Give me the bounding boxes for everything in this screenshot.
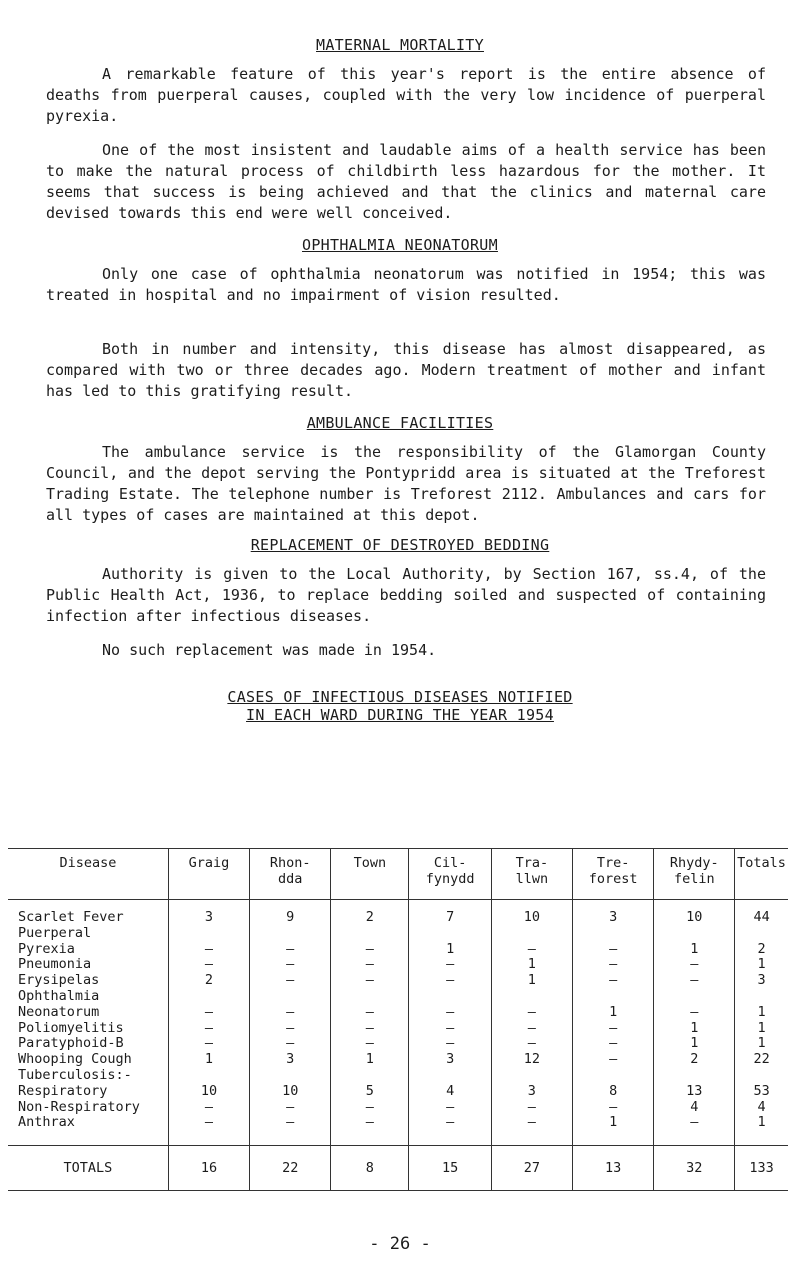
- table-cell: 8: [572, 1084, 654, 1100]
- table-cell: –: [491, 1115, 572, 1145]
- table-cell: –: [250, 1005, 331, 1021]
- column-header-graig: Graig: [168, 849, 249, 900]
- table-cell: 2: [735, 942, 788, 958]
- table-cell: –: [250, 942, 331, 958]
- table-cell: 2: [168, 973, 249, 989]
- totals-cell: 32: [654, 1146, 735, 1191]
- table-cell: 10: [654, 900, 735, 926]
- table-cell: [250, 926, 331, 942]
- table-cell: [331, 1068, 409, 1084]
- column-header-rhondda: Rhon- dda: [250, 849, 331, 900]
- table-cell: 10: [168, 1084, 249, 1100]
- totals-cell: 13: [572, 1146, 654, 1191]
- paragraph-bedding-1: Authority is given to the Local Authority, by Section 167, ss.4, of the Public Health Act, 1936, to replace bedding soiled and suspected of containing infection after infectious diseases.: [46, 565, 766, 625]
- table-cell: –: [168, 1100, 249, 1116]
- table-cell: [491, 989, 572, 1005]
- column-header-rhydyfelin: Rhydy- felin: [654, 849, 735, 900]
- table-row: [8, 989, 788, 1005]
- table-cell: [250, 1068, 331, 1084]
- table-row: [8, 1068, 788, 1084]
- table-cell: –: [331, 1036, 409, 1052]
- table-cell: [735, 1068, 788, 1084]
- table-cell: –: [168, 1036, 249, 1052]
- paragraph-ambulance-1: The ambulance service is the responsibility of the Glamorgan County Council, and the depot serving the Pontypridd area is situated at the Treforest Trading Estate. The telephone number is Treforest 2112. Ambulances and cars for all types of cases are maintained at this depot.: [46, 443, 766, 524]
- totals-cell: 22: [250, 1146, 331, 1191]
- table-cell: [654, 1068, 735, 1084]
- table-cell: –: [409, 1115, 492, 1145]
- table-cell: 1: [491, 957, 572, 973]
- table-cell: [409, 1068, 492, 1084]
- column-header-town: Town: [331, 849, 409, 900]
- table-cell: 2: [654, 1052, 735, 1068]
- table-row: [8, 973, 788, 989]
- table-cell: 1: [491, 973, 572, 989]
- totals-cell: 8: [331, 1146, 409, 1191]
- totals-cell: 27: [491, 1146, 572, 1191]
- disease-name-cell: Erysipelas: [18, 972, 100, 989]
- table-row: [8, 926, 788, 942]
- table-row: [8, 1052, 788, 1068]
- table-cell: –: [250, 1021, 331, 1037]
- disease-name-cell: Respiratory: [18, 1082, 108, 1099]
- table-cell: –: [654, 1005, 735, 1021]
- table-cell: 5: [331, 1084, 409, 1100]
- heading-ophthalmia: OPHTHALMIA NEONATORUM: [302, 236, 498, 254]
- table-cell: 1: [654, 1021, 735, 1037]
- table-cell: –: [250, 1100, 331, 1116]
- paragraph-maternal-2: One of the most insistent and laudable aims of a health service has been to make the natural process of childbirth less hazardous for the mother. It seems that success is being achieved and that the clinics and maternal care devised towards this end were well conceived.: [46, 141, 766, 222]
- table-cell: –: [654, 1115, 735, 1145]
- disease-name-cell: Puerperal: [18, 924, 92, 941]
- table-row: [8, 1036, 788, 1052]
- disease-name-cell: Pyrexia: [18, 940, 75, 957]
- table-row: [8, 1005, 788, 1021]
- table-cell: –: [409, 973, 492, 989]
- table-cell: 13: [654, 1084, 735, 1100]
- table-cell: [331, 926, 409, 942]
- column-header-cilfynydd: Cil- fynydd: [409, 849, 492, 900]
- table-cell: –: [572, 973, 654, 989]
- table-cell: 1: [572, 1005, 654, 1021]
- table-cell: –: [572, 1100, 654, 1116]
- table-cell: –: [331, 957, 409, 973]
- table-cell: –: [168, 1005, 249, 1021]
- table-cell: [491, 926, 572, 942]
- disease-name-cell: Non-Respiratory: [18, 1098, 140, 1115]
- infectious-diseases-table: [8, 848, 788, 1191]
- table-cell: 3: [735, 973, 788, 989]
- table-cell: [572, 1068, 654, 1084]
- table-row: [8, 1115, 788, 1145]
- paragraph-bedding-2: No such replacement was made in 1954.: [102, 641, 437, 659]
- table-cell: 1: [331, 1052, 409, 1068]
- table-cell: 3: [409, 1052, 492, 1068]
- disease-name-cell: Ophthalmia: [18, 987, 100, 1004]
- table-cell: [409, 926, 492, 942]
- table-cell: –: [168, 1021, 249, 1037]
- table-cell: 44: [735, 900, 788, 926]
- table-cell: –: [572, 1036, 654, 1052]
- table-cell: –: [491, 1005, 572, 1021]
- table-cell: –: [572, 1021, 654, 1037]
- disease-name-cell: Scarlet Fever: [18, 909, 124, 925]
- table-cell: –: [331, 1021, 409, 1037]
- heading-bedding: REPLACEMENT OF DESTROYED BEDDING: [250, 536, 550, 554]
- totals-cell: 16: [168, 1146, 249, 1191]
- table-cell: [735, 926, 788, 942]
- table-cell: –: [168, 1115, 249, 1145]
- paragraph-ophthalmia-1: Only one case of ophthalmia neonatorum was notified in 1954; this was treated in hospital and no impairment of vision resulted.: [46, 265, 766, 304]
- table-cell: [491, 1068, 572, 1084]
- disease-name-cell: Pneumonia: [18, 956, 92, 973]
- heading-cases-1: CASES OF INFECTIOUS DISEASES NOTIFIED: [227, 688, 573, 706]
- disease-name-cell: Poliomyelitis: [18, 1019, 124, 1036]
- table-cell: –: [409, 1036, 492, 1052]
- column-header-disease: Disease: [59, 855, 117, 871]
- table-cell: [572, 926, 654, 942]
- table-cell: [168, 926, 249, 942]
- table-cell: [409, 989, 492, 1005]
- table-cell: –: [572, 1052, 654, 1068]
- table-cell: 3: [168, 900, 249, 926]
- table-cell: 4: [735, 1100, 788, 1116]
- table-row: [8, 957, 788, 973]
- table-cell: 1: [572, 1115, 654, 1145]
- table-cell: 10: [250, 1084, 331, 1100]
- disease-name-cell: Tuberculosis:-: [18, 1066, 132, 1083]
- table-cell: [654, 989, 735, 1005]
- table-cell: 2: [331, 900, 409, 926]
- table-cell: [331, 989, 409, 1005]
- table-cell: –: [491, 1100, 572, 1116]
- table-cell: 4: [409, 1084, 492, 1100]
- totals-cell: 15: [409, 1146, 492, 1191]
- table-cell: 1: [735, 1036, 788, 1052]
- column-header-trallwn: Tra- llwn: [491, 849, 572, 900]
- table-cell: [168, 1068, 249, 1084]
- table-cell: –: [409, 957, 492, 973]
- table-row: [8, 1084, 788, 1100]
- page-number: - 26 -: [369, 1234, 431, 1254]
- heading-cases-2: IN EACH WARD DURING THE YEAR 1954: [246, 706, 554, 724]
- disease-name-cell: Neonatorum: [18, 1003, 100, 1020]
- column-header-treforest: Tre- forest: [572, 849, 654, 900]
- table-cell: –: [168, 957, 249, 973]
- table-cell: 1: [168, 1052, 249, 1068]
- table-cell: –: [572, 942, 654, 958]
- table-cell: 10: [491, 900, 572, 926]
- table-cell: [168, 989, 249, 1005]
- table-cell: 3: [250, 1052, 331, 1068]
- table-cell: –: [654, 973, 735, 989]
- table-cell: 1: [654, 1036, 735, 1052]
- table-cell: 3: [491, 1084, 572, 1100]
- table-row: [8, 1100, 788, 1116]
- table-cell: –: [331, 1115, 409, 1145]
- table-cell: –: [250, 1115, 331, 1145]
- table-row: [8, 1021, 788, 1037]
- table-cell: –: [168, 942, 249, 958]
- totals-label: TOTALS: [63, 1160, 113, 1177]
- table-cell: –: [409, 1021, 492, 1037]
- disease-name-cell: Whooping Cough: [18, 1051, 132, 1068]
- table-cell: 1: [735, 1005, 788, 1021]
- table-cell: –: [409, 1100, 492, 1116]
- table-cell: [735, 989, 788, 1005]
- table-cell: –: [491, 1021, 572, 1037]
- table-body: [8, 900, 788, 1146]
- table-cell: –: [331, 1100, 409, 1116]
- table-cell: –: [250, 957, 331, 973]
- table-cell: 1: [654, 942, 735, 958]
- table-cell: –: [572, 957, 654, 973]
- paragraph-ophthalmia-2: Both in number and intensity, this disease has almost disappeared, as compared with two or three decades ago. Modern treatment of mother and infant has led to this gratifying result.: [46, 340, 766, 400]
- table-cell: –: [250, 973, 331, 989]
- table-cell: 1: [409, 942, 492, 958]
- table-cell: –: [491, 1036, 572, 1052]
- table-cell: –: [250, 1036, 331, 1052]
- table-cell: –: [331, 973, 409, 989]
- table-cell: [572, 989, 654, 1005]
- table-cell: 12: [491, 1052, 572, 1068]
- table-cell: –: [409, 1005, 492, 1021]
- table-cell: –: [331, 1005, 409, 1021]
- table-cell: –: [331, 942, 409, 958]
- table-cell: 22: [735, 1052, 788, 1068]
- disease-name-cell: Paratyphoid-B: [18, 1035, 124, 1052]
- table-cell: 7: [409, 900, 492, 926]
- table-cell: 9: [250, 900, 331, 926]
- table-cell: 1: [735, 957, 788, 973]
- column-header-totals: Totals: [735, 849, 788, 900]
- table-cell: 1: [735, 1115, 788, 1145]
- heading-maternal-mortality: MATERNAL MORTALITY: [316, 36, 484, 54]
- totals-cell: 133: [735, 1146, 788, 1191]
- table-header-row: [8, 849, 788, 900]
- heading-ambulance: AMBULANCE FACILITIES: [306, 414, 494, 432]
- table-row: [8, 900, 788, 926]
- table-cell: [654, 926, 735, 942]
- table-cell: 3: [572, 900, 654, 926]
- table-cell: 4: [654, 1100, 735, 1116]
- table-cell: [250, 989, 331, 1005]
- totals-row: [8, 1146, 788, 1191]
- disease-name-cell: Anthrax: [18, 1114, 75, 1131]
- table-cell: 53: [735, 1084, 788, 1100]
- paragraph-maternal-1: A remarkable feature of this year's report is the entire absence of deaths from puerperal causes, coupled with the very low incidence of puerperal pyrexia.: [46, 65, 766, 125]
- table-row: [8, 942, 788, 958]
- table-cell: –: [654, 957, 735, 973]
- table-cell: 1: [735, 1021, 788, 1037]
- table-cell: –: [491, 942, 572, 958]
